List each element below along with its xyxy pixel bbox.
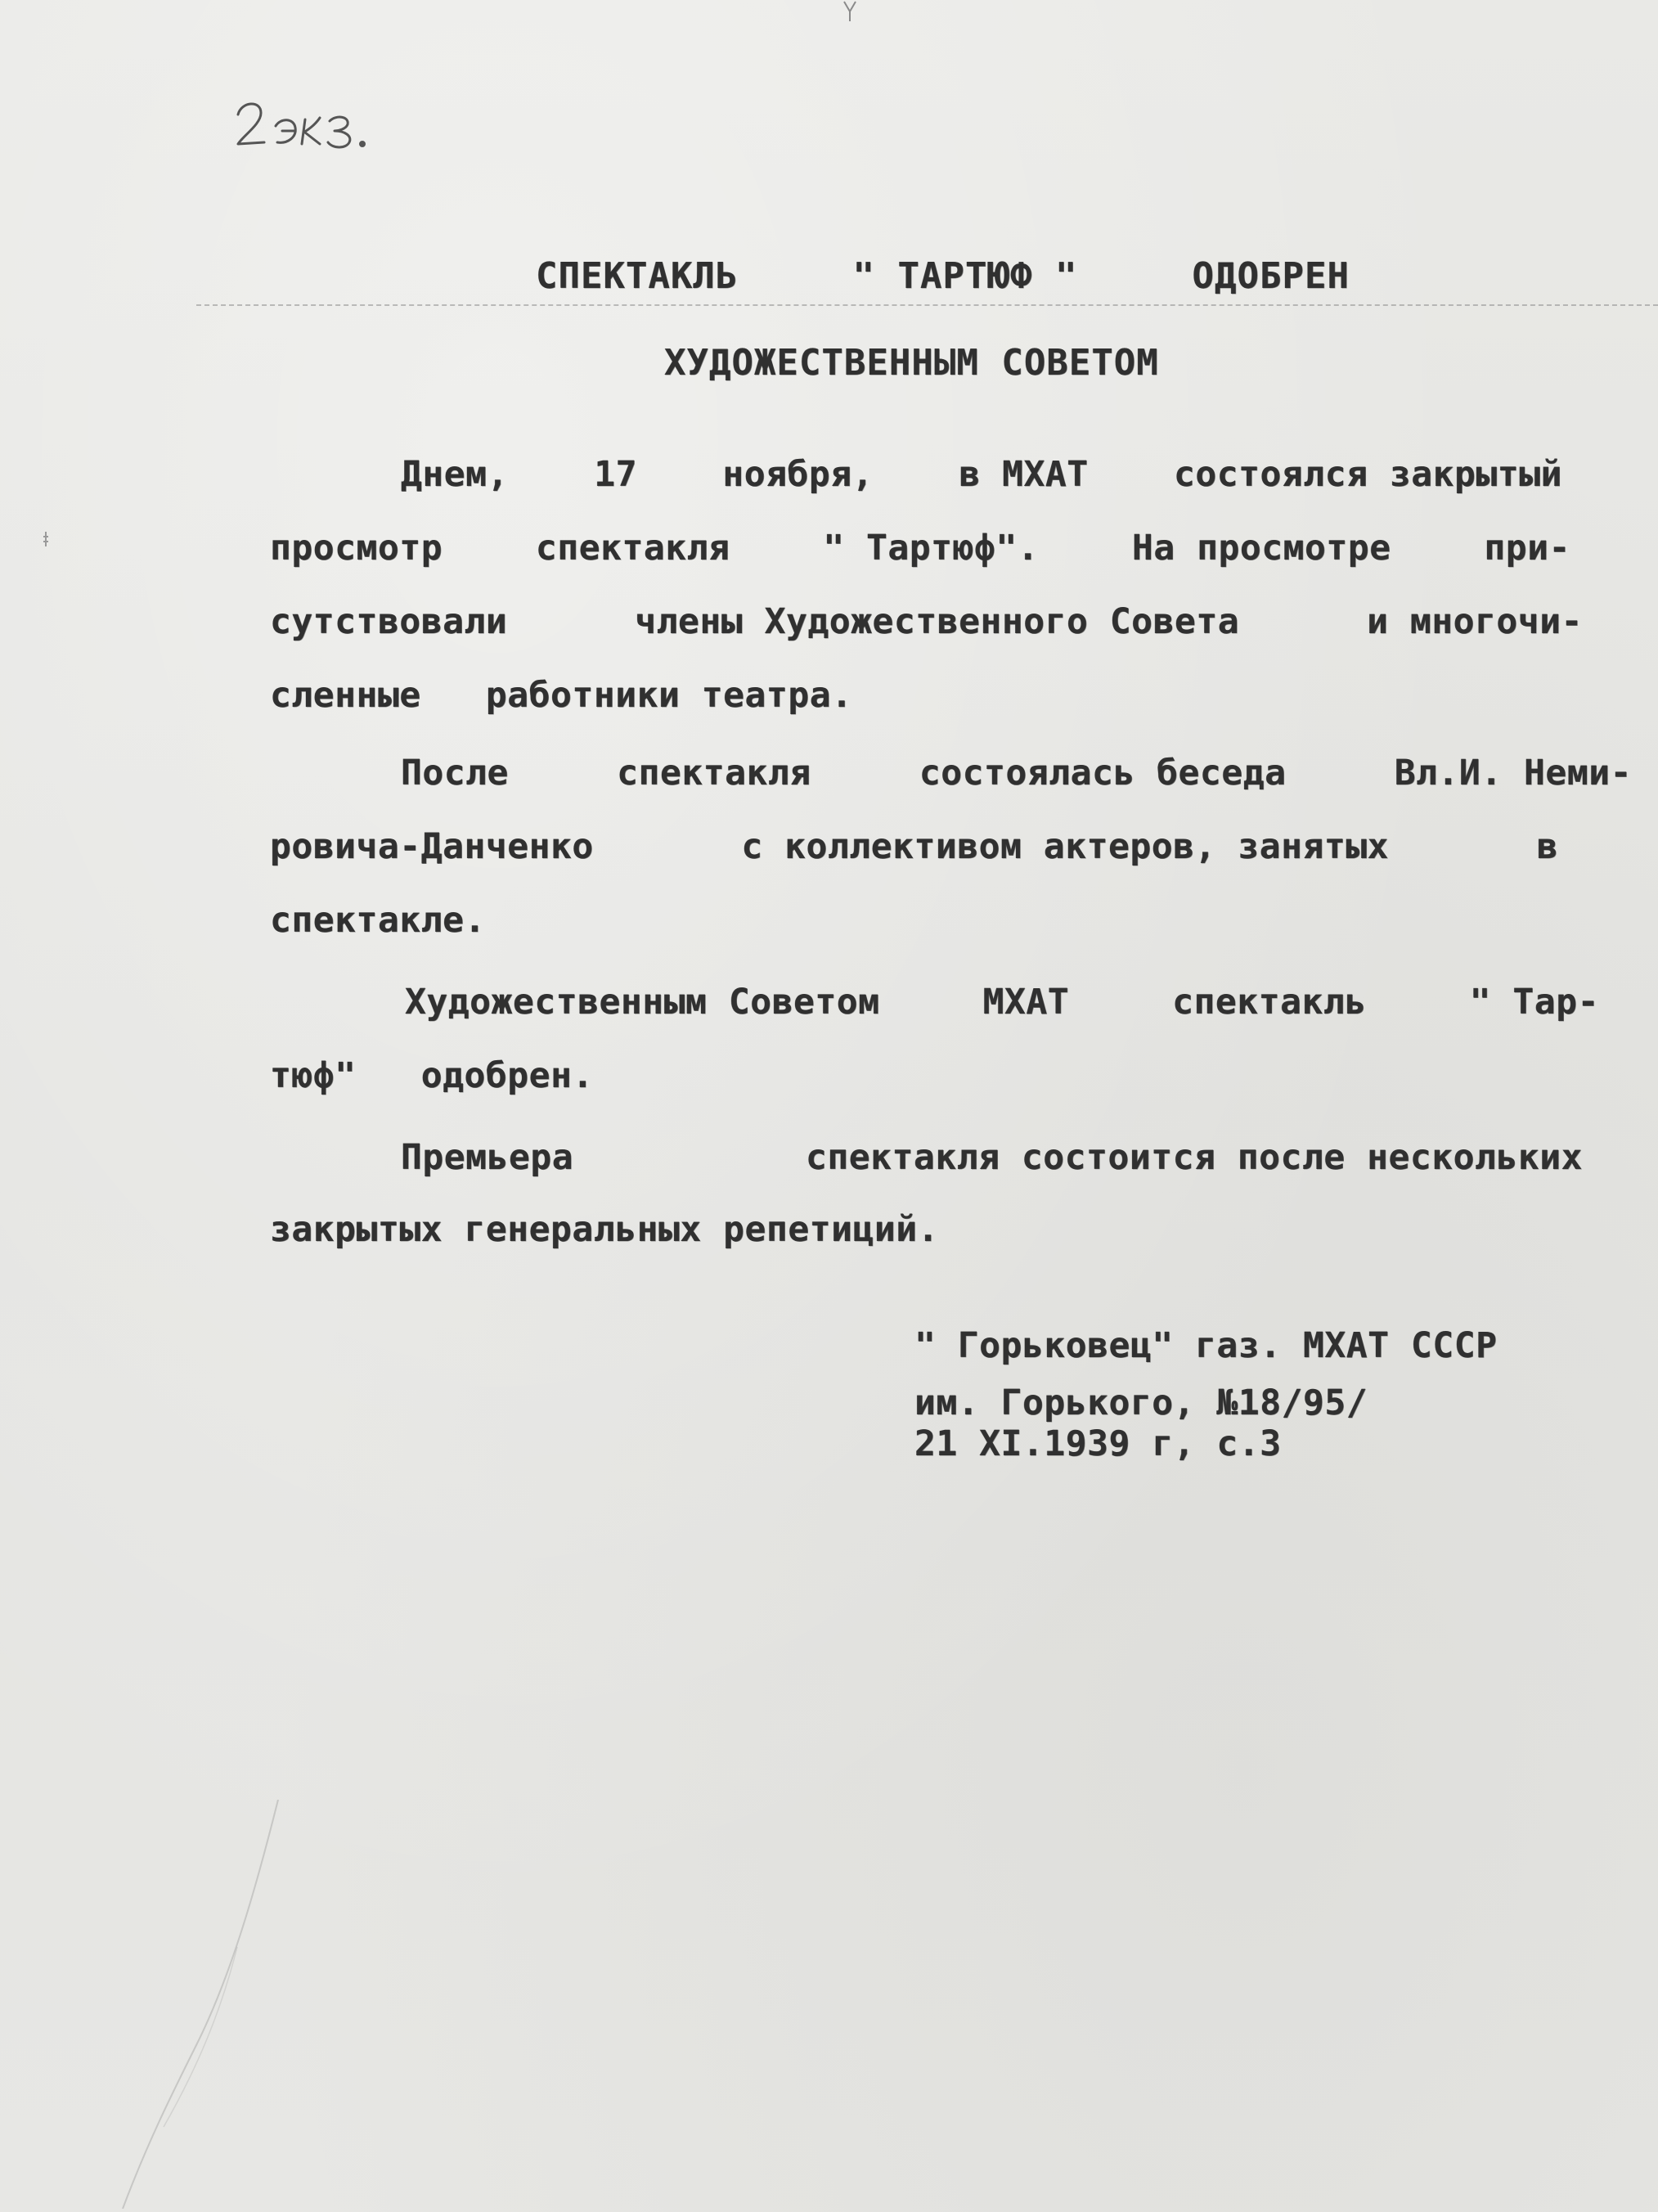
text-fragment: спектакль: [1172, 982, 1367, 1023]
handwritten-note: [233, 90, 405, 164]
paper-crease: [74, 1800, 286, 2209]
text-fragment: в: [1536, 826, 1558, 867]
text-fragment: Премьера: [401, 1137, 574, 1178]
text-fragment: ноября,: [722, 454, 874, 495]
text-fragment: 17: [594, 454, 638, 495]
source-line-1: " Горьковец" газ. МХАТ СССР: [914, 1325, 1498, 1366]
margin-mark: [41, 530, 51, 548]
text-fragment: спектакля: [617, 753, 811, 794]
text-fragment: МХАТ: [982, 982, 1070, 1023]
text-fragment: просмотр: [270, 528, 443, 569]
paragraph-2-line-1: [401, 753, 1632, 794]
text-fragment: На просмотре: [1131, 528, 1391, 569]
text-fragment: и многочи-: [1367, 601, 1583, 642]
paragraph-1-line-4: [270, 675, 853, 716]
text-fragment: После: [401, 753, 509, 794]
title-line-2: ХУДОЖЕСТВЕННЫМ СОВЕТОМ: [664, 342, 1159, 384]
text-fragment: " Тар-: [1469, 982, 1599, 1023]
paragraph-1-line-2: [270, 528, 1570, 569]
paragraph-1-line-1: [401, 454, 1562, 495]
text-fragment: ровича-Данченко: [270, 826, 594, 867]
text-fragment: спектакля: [535, 528, 730, 569]
text-fragment: члены Художественного Совета: [635, 601, 1240, 642]
text-fragment: с коллективом актеров, занятых: [741, 826, 1390, 867]
text-fragment: сленные: [270, 675, 421, 716]
paragraph-2-line-2: [270, 826, 1558, 867]
text-fragment: работники театра.: [485, 675, 853, 716]
text-fragment: спектакля состоится после нескольких: [806, 1137, 1583, 1178]
title-line-1: [536, 255, 1350, 297]
text-fragment: Художественным Советом: [405, 982, 880, 1023]
source-line-3: 21 XI.1939 г, с.3: [914, 1423, 1282, 1464]
text-fragment: тюф": [270, 1055, 357, 1096]
paragraph-4-line-1: [401, 1137, 1583, 1178]
text-fragment: Днем,: [401, 454, 509, 495]
paragraph-1-line-3: [270, 601, 1583, 642]
title-word: СПЕКТАКЛЬ: [536, 255, 739, 297]
paragraph-2-line-3: спектакле.: [270, 900, 486, 941]
text-fragment: одобрен.: [420, 1055, 594, 1096]
title-word: " ТАРТЮФ ": [852, 255, 1078, 297]
paragraph-4-line-2: закрытых генеральных репетиций.: [270, 1209, 940, 1250]
fold-line: [196, 304, 1658, 306]
text-fragment: Вл.И. Неми-: [1394, 753, 1632, 794]
source-line-2: им. Горького, №18/95/: [914, 1382, 1368, 1423]
text-fragment: состоялась беседа: [919, 753, 1287, 794]
paragraph-3-line-2: [270, 1055, 594, 1096]
text-fragment: сутствовали: [270, 601, 508, 642]
text-fragment: в МХАТ: [959, 454, 1089, 495]
text-fragment: " Тартюф".: [823, 528, 1040, 569]
text-fragment: при-: [1484, 528, 1570, 569]
title-word: ОДОБРЕН: [1192, 255, 1350, 297]
paper-mark-icon: [842, 0, 857, 23]
paragraph-3-line-1: [405, 982, 1599, 1023]
text-fragment: состоялся закрытый: [1173, 454, 1562, 495]
